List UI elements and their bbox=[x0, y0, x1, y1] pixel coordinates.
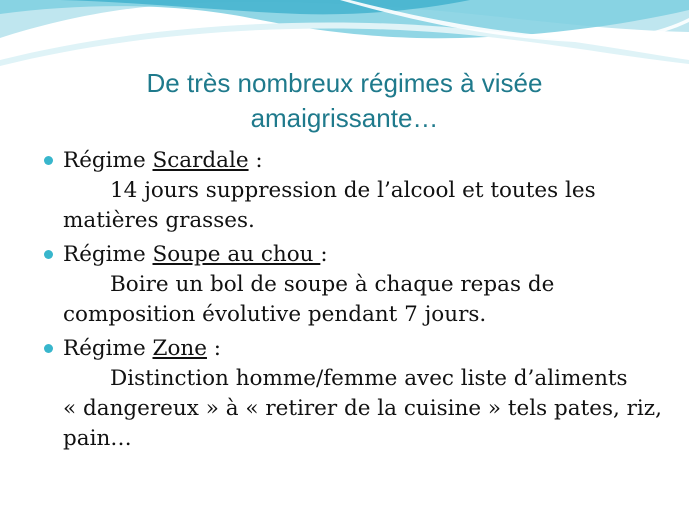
bullet-suffix: : bbox=[206, 336, 222, 361]
bullet-item-scardale bbox=[44, 146, 664, 176]
bullet-prefix: Régime bbox=[63, 242, 153, 267]
title-line-2: amaigrissante… bbox=[250, 103, 439, 133]
description-line: pain… bbox=[63, 426, 132, 451]
diet-description-scardale bbox=[44, 176, 664, 236]
bullet-prefix: Régime bbox=[63, 148, 153, 173]
description-line: Boire un bol de soupe à chaque repas de bbox=[110, 272, 555, 297]
diet-name-zone: Zone bbox=[152, 336, 207, 361]
bullet-suffix: : bbox=[248, 148, 263, 173]
description-line: composition évolutive pendant 7 jours. bbox=[63, 302, 487, 327]
description-line: « dangereux » à « retirer de la cuisine » tels pates, riz, bbox=[63, 396, 662, 421]
bullet-item-soupe-au-chou bbox=[44, 240, 664, 270]
description-line: matières grasses. bbox=[63, 208, 255, 233]
slide-body bbox=[44, 146, 664, 454]
description-line: Distinction homme/femme avec liste d’aliments bbox=[110, 366, 628, 391]
slide-title bbox=[40, 66, 649, 136]
bullet-icon bbox=[44, 156, 53, 165]
description-line: 14 jours suppression de l’alcool et toutes les bbox=[110, 178, 596, 203]
bullet-suffix: : bbox=[320, 242, 328, 267]
diet-description-zone bbox=[44, 364, 664, 454]
title-line-1: De très nombreux régimes à visée bbox=[146, 68, 543, 98]
bullet-prefix: Régime bbox=[63, 336, 153, 361]
bullet-icon bbox=[44, 250, 53, 259]
bullet-icon bbox=[44, 344, 53, 353]
diet-name-soupe-au-chou: Soupe au chou bbox=[152, 242, 321, 267]
bullet-item-zone bbox=[44, 334, 664, 364]
diet-name-scardale: Scardale bbox=[152, 148, 249, 173]
diet-description-soupe-au-chou bbox=[44, 270, 664, 330]
